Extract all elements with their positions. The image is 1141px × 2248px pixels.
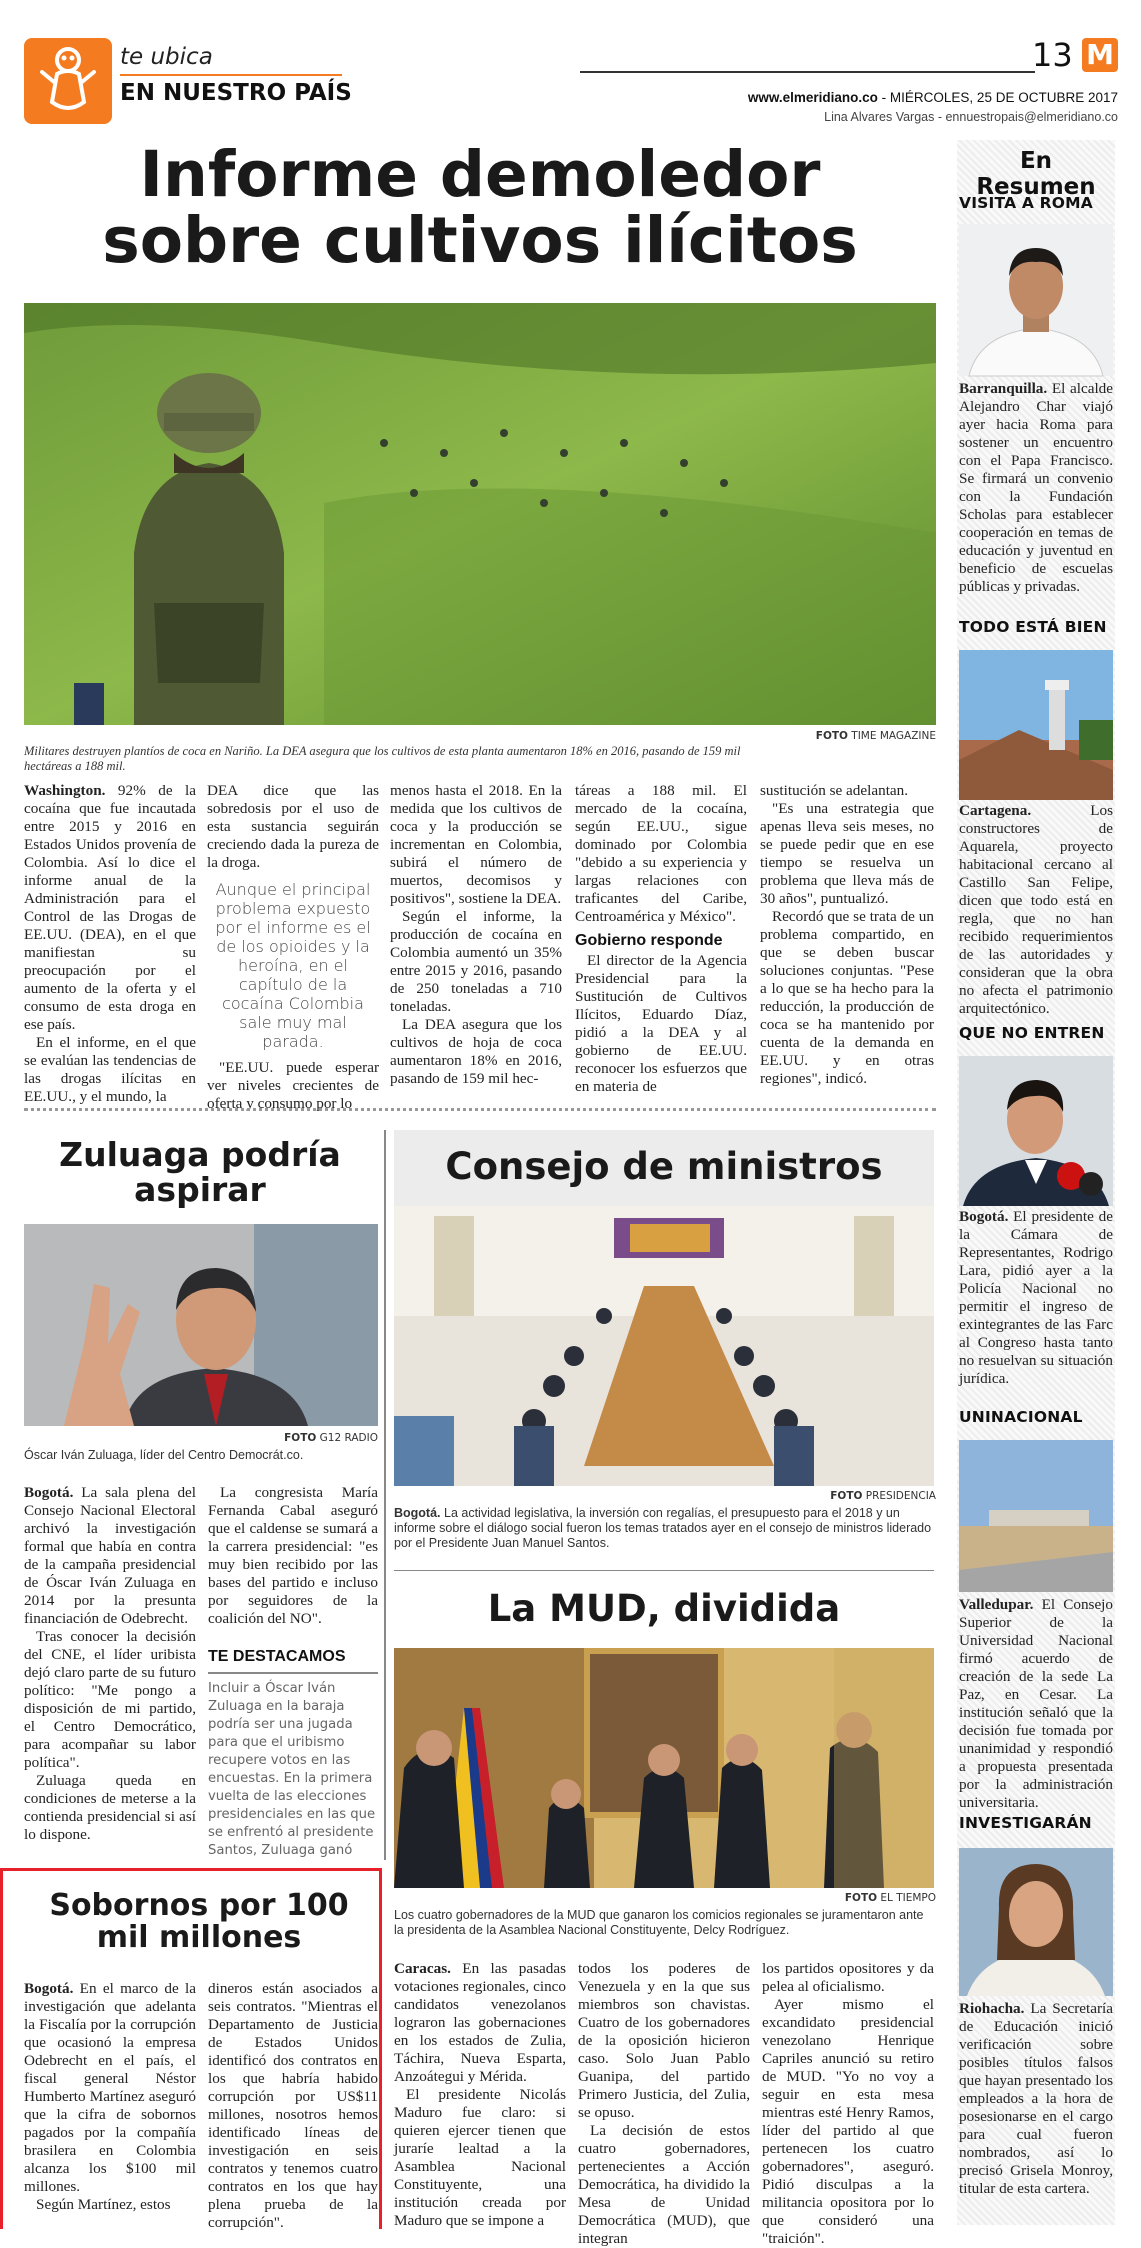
mud-col-3: los partidos opositores y da pelea al oficialismo. Ayer mismo el excandidato presidencial venezolano Henrique Capriles anunció su retiro de MUD. "Yo no voy a seguir en esta mesa mientras esté Henry Ramos, líder del partido al que pertenecen los cuatro gobernadores", aseguró. Pidió disculpas a la militancia opositora por lo que consideró una "traición". — [762, 1960, 934, 2247]
campus-photo — [959, 1440, 1113, 1592]
tagline-rule — [120, 74, 342, 76]
cartagena-photo — [959, 650, 1113, 800]
main-article-col-4: táreas a 188 mil. El mercado de la cocaína, según EE.UU., sigue dominado por Colombia "debido a su experiencia y largas relaciones con traficantes del Caribe, Centroamérica y México". Gobierno responde El director de la Agencia Presidencial para la Sustitución de Cultivos Ilícitos, Eduardo Díaz, pidió a la DEA y al gobierno de EE.UU. reconocer los esfuerzos que en materia de — [575, 782, 747, 1095]
te-destacamos-text: Incluir a Óscar Iván Zuluaga en la baraja podría ser una jugada para que el uribismo recupere votos en las encuestas. En la primera vuelta de las elecciones presidenciales en las que se enfrentó al presidente Santos, Zuluaga ganó — [208, 1681, 376, 1858]
header-rule — [580, 71, 1035, 73]
portrait-photo — [959, 1848, 1113, 1996]
page-number: 13 — [1032, 36, 1073, 74]
sidebar-head: UNINACIONAL — [959, 1408, 1083, 1426]
sidebar-head: VISITA A ROMA — [959, 194, 1093, 212]
sidebar-title: En Resumen — [976, 148, 1096, 200]
sobornos-headline: Sobornos por 100 mil millones — [49, 1888, 349, 1955]
consejo-photo-credit: FOTO PRESIDENCIA — [830, 1490, 936, 1502]
sidebar-text: Riohacha. La Secretaría de Educación inició verificación sobre posibles títulos falsos que hayan presentado los empleados a la hora de posesionarse en el cargo para cual fueron nombrados, así lo precisó Grisela Monroy, titular de esta cartera. — [959, 2000, 1113, 2197]
main-article-col-1: Washington. 92% de la cocaína que fue incautada entre 2015 y 2016 en Estados Unidos provenía de Colombia. Así lo dice el informe anual de la Administración para el Control de las Drogas de EE.UU. (DEA), en el que manifiestan su preocupación por el aumento de la oferta y el consumo de esta droga en ese país. En el informe, en el que se evalúan las tendencias de las drogas ilícitas en EE.UU., y el mundo, la — [24, 782, 196, 1105]
main-photo-credit: FOTO TIME MAGAZINE — [815, 730, 936, 742]
zuluaga-col-2: La congresista María Fernanda Cabal aseguró que el caldense se sumará a la carrera presidencial: "es muy bien recibido por las bases del partido e incluso por seguidores de la coalición del NO". — [208, 1484, 378, 1627]
byline: Lina Alvares Vargas - ennuestropais@elmeridiano.co — [824, 110, 1118, 124]
dateline — [748, 90, 1118, 105]
zuluaga-photo-credit: FOTO G12 RADIO — [284, 1432, 378, 1444]
consejo-caption: Bogotá. La actividad legislativa, la inversión con regalías, el presupuesto para el 2018 y un informe sobre el diálogo social fueron los temas tratados ayer en el consejo de ministros liderado por el Presidente Juan Manuel Santos. — [394, 1506, 932, 1550]
mud-photo-credit: FOTO EL TIEMPO — [844, 1892, 936, 1904]
portrait-photo — [959, 1056, 1113, 1206]
te-destacamos-head: TE DESTACAMOS — [208, 1648, 346, 1665]
brand-logo — [1082, 38, 1118, 72]
sidebar-text: Cartagena. Los constructores de Aquarela, proyecto habitacional cercano al Castillo San Felipe, dicen que todo está en regla, que no han recibido requerimientos de las autoridades y consideran que la obra no afecta el patrimonio arquitectónico. — [959, 802, 1113, 1017]
section-logo — [24, 38, 112, 124]
consejo-headline: Consejo de ministros — [445, 1145, 883, 1188]
sidebar-text: Barranquilla. El alcalde Alejandro Char viajó ayer hacia Roma para sostener un encuentro con el Papa Francisco. Se firmará un convenio con la Fundación Scholas para establecer cooperación en temas de educación y juventud en beneficio de escuelas públicas y privadas. — [959, 380, 1113, 595]
pull-quote: Aunque el principal problema expuesto por el informe es el de los opioides y la heroína, en el capítulo de la cocaína Colombia sale muy mal parada. — [215, 880, 371, 1051]
zuluaga-col-1: Bogotá. La sala plena del Consejo Nacional Electoral archivó la investigación formal que había en contra de la campaña presidencial de Óscar Iván Zuluaga en 2014 por la presunta financiación de Odebrecht. Tras conocer la decisión del CNE, el líder uribista dejó claro parte de su futuro político: "Me pongo a disposición de mi partido, el Centro Democrático, para acompañar su labor política". Zuluaga queda en condiciones de meterse a la contienda presidencial si así lo dispone. — [24, 1484, 196, 1843]
sidebar-head: QUE NO ENTREN — [959, 1024, 1105, 1042]
issue-date: - MIÉRCOLES, 25 DE OCTUBRE 2017 — [877, 90, 1118, 105]
sobornos-col-2: dineros están asociados a seis contratos. "Mientras el Departamento de Justicia de Estados Unidos identificó dos contratos en los que habría habido corrupción por US$11 millones, nosotros hemos identificado líneas de investigación en seis contratos y tenemos cuatro contratos en los que hay plena prueba de la corrupción". — [208, 1980, 378, 2231]
main-article-col-3: menos hasta el 2018. En la medida que los cultivos de coca y la producción se incrementan en Colombia, subirá el número de muertos, decomisos y positivos", sostiene la DEA. Según el informe, la producción de cocaína en Colombia aumentó un 35% entre 2015 y 2016, pasando de 250 toneladas a 710 toneladas. La DEA asegura que los cultivos de hoja de coca aumentaron 18% en 2016, pasando de 159 mil hec- — [390, 782, 562, 1087]
box-rule — [208, 1672, 378, 1674]
mud-headline: La MUD, dividida — [487, 1587, 841, 1630]
mud-caption: Los cuatro gobernadores de la MUD que ganaron los comicios regionales se juramentaron ante la presidenta de la Asamblea Nacional Constituyente, Delcy Rodríguez. — [394, 1908, 924, 1937]
main-headline: Informe demoledor sobre cultivos ilícitos — [102, 138, 858, 277]
divider — [24, 1108, 936, 1111]
zuluaga-caption: Óscar Iván Zuluaga, líder del Centro Democrát.co. — [24, 1448, 304, 1462]
mud-col-2: todos los poderes de Venezuela y en la que sus miembros son chavistas. Cuatro de los gobernadores de la oposición hicieron caso. Solo Juan Pablo Guanipa, del partido Primero Justicia, del Zulia, se opuso. La decisión de estos cuatro gobernadores, pertenecientes a Acción Democrática, ha dividido la Mesa de Unidad Democrática (MUD), que integran — [578, 1960, 750, 2247]
mascot-icon — [24, 38, 112, 124]
section-name: EN NUESTRO PAÍS — [120, 80, 352, 106]
subhead: Gobierno responde — [575, 932, 723, 949]
main-photo-caption: Militares destruyen plantíos de coca en Nariño. La DEA asegura que los cultivos de esta planta aumentaron 18% en 2016, pasando de 159 mil hectáreas a 188 mil. — [24, 744, 741, 773]
tagline: te ubica — [120, 44, 213, 70]
consejo-photo — [394, 1206, 934, 1486]
zuluaga-headline: Zuluaga podría aspirar — [59, 1135, 341, 1209]
sidebar-text: Bogotá. El presidente de la Cámara de Representantes, Rodrigo Lara, pidió ayer a la Policía Nacional no permitir el ingreso de exintegrantes de las Farc al Congreso hasta tanto no resuelvan su situación jurídica. — [959, 1208, 1113, 1387]
main-article-col-2: DEA dice que las sobredosis por el uso de esta sustancia seguirán creciendo dada la pureza de la droga. Aunque el principal problema expuesto por el informe es el de los opioides y la heroína, en el capítulo de la cocaína Colombia sale muy mal parada. "EE.UU. puede esperar ver niveles crecientes de oferta y consumo por lo — [207, 782, 379, 1112]
main-photo — [24, 303, 936, 725]
divider — [394, 1570, 934, 1571]
brand-letter: M — [1086, 38, 1114, 71]
main-article-col-5: sustitución se adelantan. "Es una estrategia que apenas lleva seis meses, no se puede pedir que en ese tiempo se resuelva un problema que lleva más de 30 años", puntualizó. Recordó que se trata de un problema compartido, en que se deben buscar soluciones conjuntas. "Pese a lo que se ha hecho para la reducción, la producción de coca se ha mantenido por cuenta de la demanda en EE.UU. y en otras regiones", indicó. — [760, 782, 934, 1087]
sobornos-col-1: Bogotá. En el marco de la investigación que adelanta la Fiscalía por la corrupción que ocasionó la empresa Odebrecht en el país, el fiscal general Néstor Humberto Martínez aseguró que la cifra de sobornos pagados por la compañía brasilera en Colombia alcanza los $100 mil millones. Según Martínez, estos — [24, 1980, 196, 2213]
zuluaga-photo — [24, 1224, 378, 1426]
sidebar-head: INVESTIGARÁN — [959, 1814, 1092, 1832]
website[interactable]: www.elmeridiano.co — [747, 90, 878, 105]
portrait-photo — [959, 224, 1113, 376]
column-divider — [384, 1130, 386, 1860]
mud-photo — [394, 1648, 934, 1888]
sidebar-text: Valledupar. El Consejo Superior de la Universidad Nacional firmó acuerdo de creación de la sede La Paz, en Cesar. La institución señaló que la decisión fue tomada por unanimidad y respondió a propuesta presentada por la administración universitaria. — [959, 1596, 1113, 1811]
mud-col-1: Caracas. En las pasadas votaciones regionales, cinco candidatos venezolanos lograron las gobernaciones en los estados de Zulia, Táchira, Nueva Esparta, Anzoátegui y Mérida. El presidente Nicolás Maduro fue claro: si quieren ejercer tienen que juraríe lealtad a la Asamblea Nacional Constituyente, una institución creada por Maduro que se impone a — [394, 1960, 566, 2229]
sidebar-head: TODO ESTÁ BIEN — [959, 618, 1107, 636]
